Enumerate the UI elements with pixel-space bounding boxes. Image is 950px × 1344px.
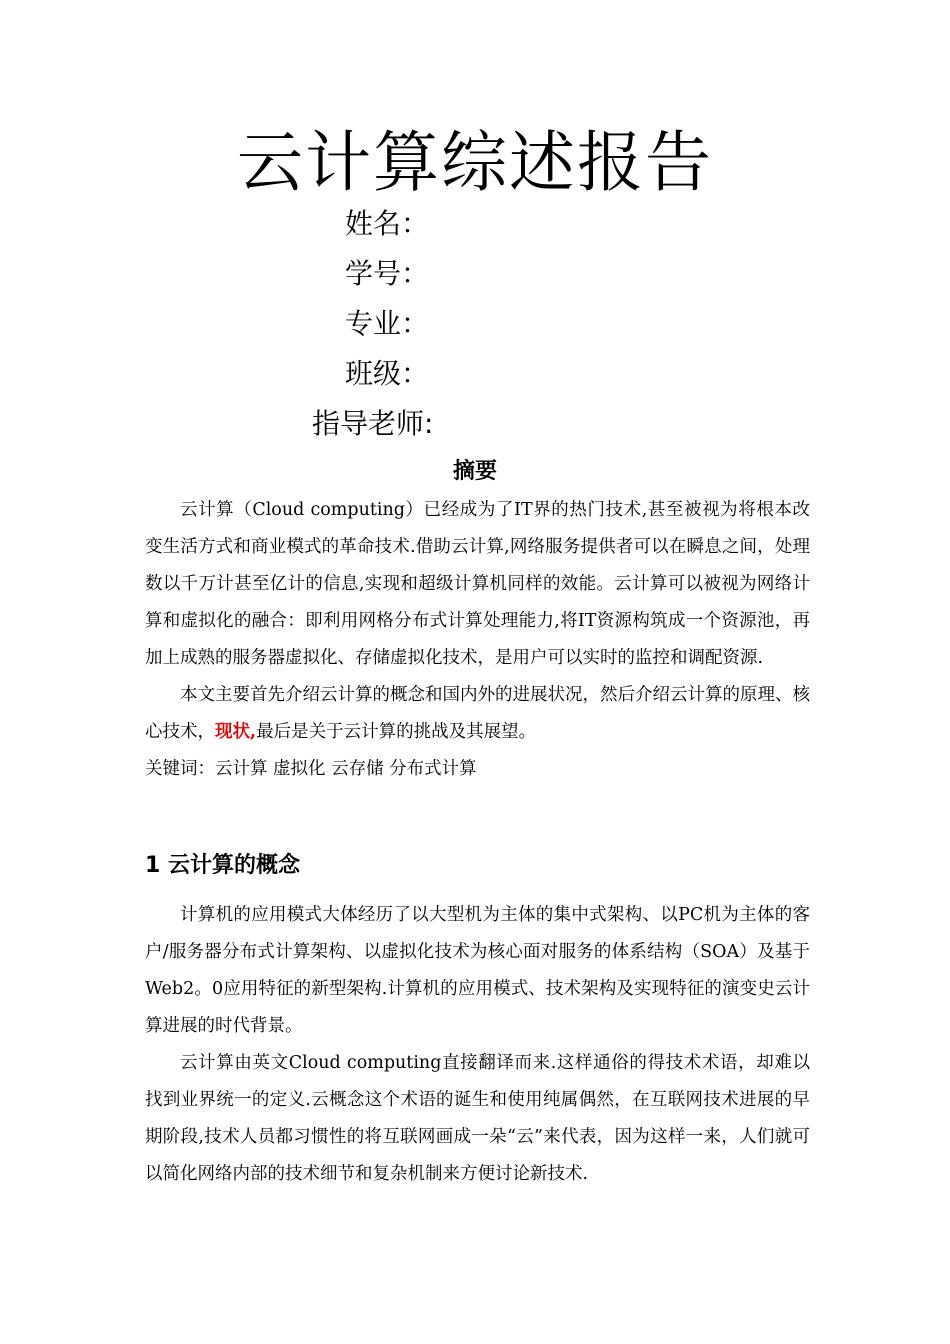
document-title: 云计算综述报告 [237,124,713,201]
section-paragraph: 计算机的应用模式大体经历了以大型机为主体的集中式架构、以PC机为主体的客户/服务器分布式计算架构、以虚拟化技术为核心面对服务的体系结构（SOA）及基于Web2。0应用特征的新型架构.计算机的应用模式、技术架构及实现特征的演变史云计算进展的时代背景。 [145,905,810,1036]
abstract-text: 本文主要首先介绍云计算的概念和国内外的进展状况，然后介绍云计算的原理、核心技术， [145,685,810,742]
abstract-paragraph [145,677,810,751]
section-body [145,897,810,1193]
student-id-field-label: 学号： [345,257,430,290]
major-field-label: 专业： [345,307,430,340]
class-field-label: 班级： [345,357,430,390]
section-paragraph: 云计算由英文Cloud computing直接翻译而来.这样通俗的得技术术语，却难以找到业界统一的定义.云概念这个术语的诞生和使用纯属偶然，在互联网技术进展的早期阶段,技术人员都习惯性的将互联网画成一朵“云”来代表，因为这样一来，人们就可以简化网络内部的技术细节和复杂机制来方便讨论新技术. [145,1053,810,1184]
abstract-heading: 摘要 [452,459,497,484]
highlighted-text: 现状, [215,722,257,742]
abstract-paragraph: 云计算（Cloud computing）已经成为了IT界的热门技术,甚至被视为将根本改变生活方式和商业模式的革命技术.借助云计算,网络服务提供者可以在瞬息之间，处理数以千万计甚至亿计的信息,实现和超级计算机同样的效能。云计算可以被视为网络计算和虚拟化的融合：即利用网格分布式计算处理能力,将IT资源构筑成一个资源池，再加上成熟的服务器虚拟化、存储虚拟化技术，是用户可以实时的监控和调配资源. [145,500,810,668]
keywords-line: 关键词：云计算 虚拟化 云存储 分布式计算 [145,759,477,779]
section-heading: 1 云计算的概念 [145,853,300,878]
advisor-field-label: 指导老师: [312,407,434,440]
abstract-body [145,492,810,788]
name-field-label: 姓名： [345,207,430,240]
abstract-text: 最后是关于云计算的挑战及其展望。 [256,722,537,742]
